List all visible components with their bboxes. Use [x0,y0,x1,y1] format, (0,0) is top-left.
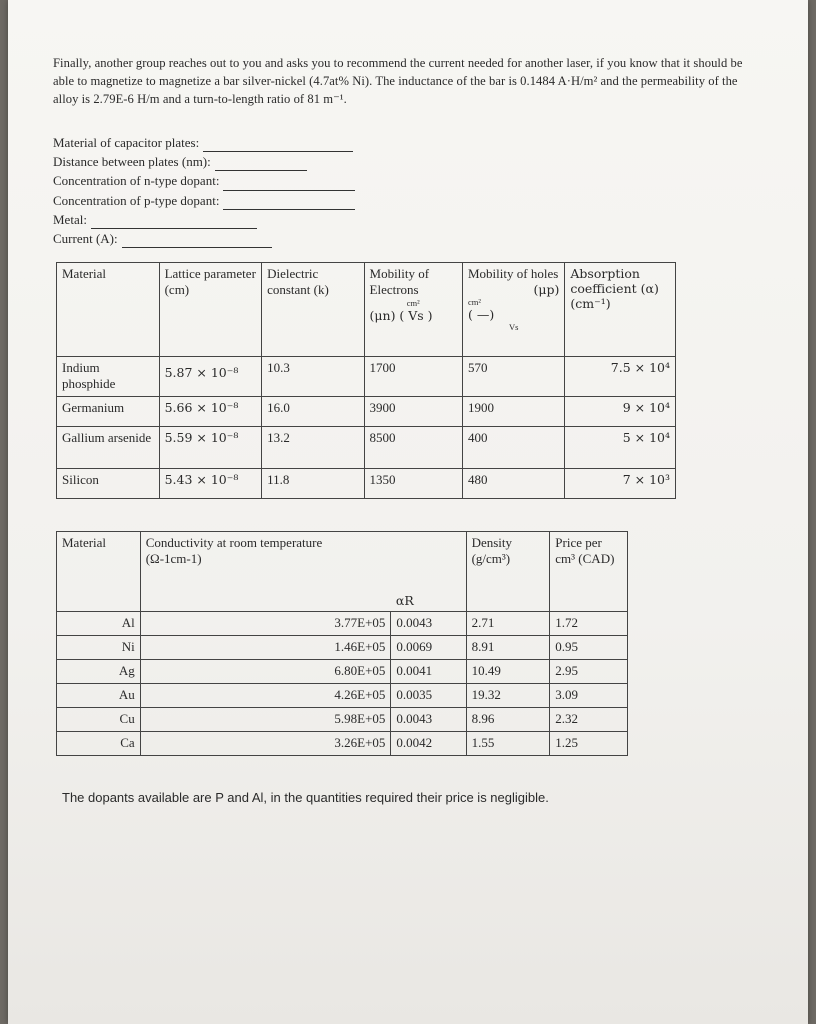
table-row: Indium phosphide 5.87 × 10⁻⁸ 10.3 1700 570 7.5 × 10⁴ [57,357,676,397]
header-conductivity: Conductivity at room temperature (Ω-1cm-1) [140,532,391,612]
field-current: Current (A): [53,229,355,248]
blank-line[interactable] [223,178,355,191]
metals-table [56,531,628,756]
table-header-row [57,263,676,357]
header-dielectric: Dielectric constant (k) [262,263,364,357]
header-alpha: αR [391,532,466,612]
paper-sheet [8,0,808,1024]
table-row: Ni 1.46E+05 0.0069 8.91 0.95 [57,636,628,660]
header-mobility-electrons: Mobility of Electrons cm² (μn) ( Vs ) [364,263,462,357]
field-ptype: Concentration of p-type dopant: [53,191,355,210]
table-header-row [57,532,628,612]
field-ntype: Concentration of n-type dopant: [53,171,355,190]
table-row: Al 3.77E+05 0.0043 2.71 1.72 [57,612,628,636]
problem-statement: Finally, another group reaches out to you and asks you to recommend the current needed for another laser, if you know that it should be able to magnetize to magnetize a bar silver-nickel (4.7at% Ni). The inductance of the bar is 0.1484 A·H/m² and the permeability of the alloy is 2.79E-6 H/m and a turn-to-length ratio of 81 m⁻¹. [53,56,743,106]
table-row: Gallium arsenide 5.59 × 10⁻⁸ 13.2 8500 400 5 × 10⁴ [57,427,676,469]
header-density: Density (g/cm³) [466,532,550,612]
table-row: Silicon 5.43 × 10⁻⁸ 11.8 1350 480 7 × 10³ [57,469,676,499]
answer-fields [53,133,355,248]
blank-line[interactable] [122,235,272,248]
header-lattice: Lattice parameter (cm) [159,263,261,357]
table-row: Germanium 5.66 × 10⁻⁸ 16.0 3900 1900 9 × 10⁴ [57,397,676,427]
header-mobility-holes: Mobility of holes (μp) cm² ( —) Vs [463,263,565,357]
header-price: Price per cm³ (CAD) [550,532,628,612]
blank-line[interactable] [91,216,257,229]
footer-note: The dopants available are P and Al, in the quantities required their price is negligible. [62,790,549,805]
header-material: Material [57,532,141,612]
table-row: Ca 3.26E+05 0.0042 1.55 1.25 [57,732,628,756]
blank-line[interactable] [223,197,355,210]
header-absorption: Absorption coefficient (α) (cm⁻¹) [565,263,676,357]
semiconductor-table [56,262,676,499]
field-capacitor-material: Material of capacitor plates: [53,133,355,152]
table-row: Cu 5.98E+05 0.0043 8.96 2.32 [57,708,628,732]
field-plate-distance: Distance between plates (nm): [53,152,355,171]
header-material: Material [57,263,160,357]
blank-line[interactable] [203,139,353,152]
blank-line[interactable] [215,158,307,171]
table-row: Ag 6.80E+05 0.0041 10.49 2.95 [57,660,628,684]
table-row: Au 4.26E+05 0.0035 19.32 3.09 [57,684,628,708]
field-metal: Metal: [53,210,355,229]
